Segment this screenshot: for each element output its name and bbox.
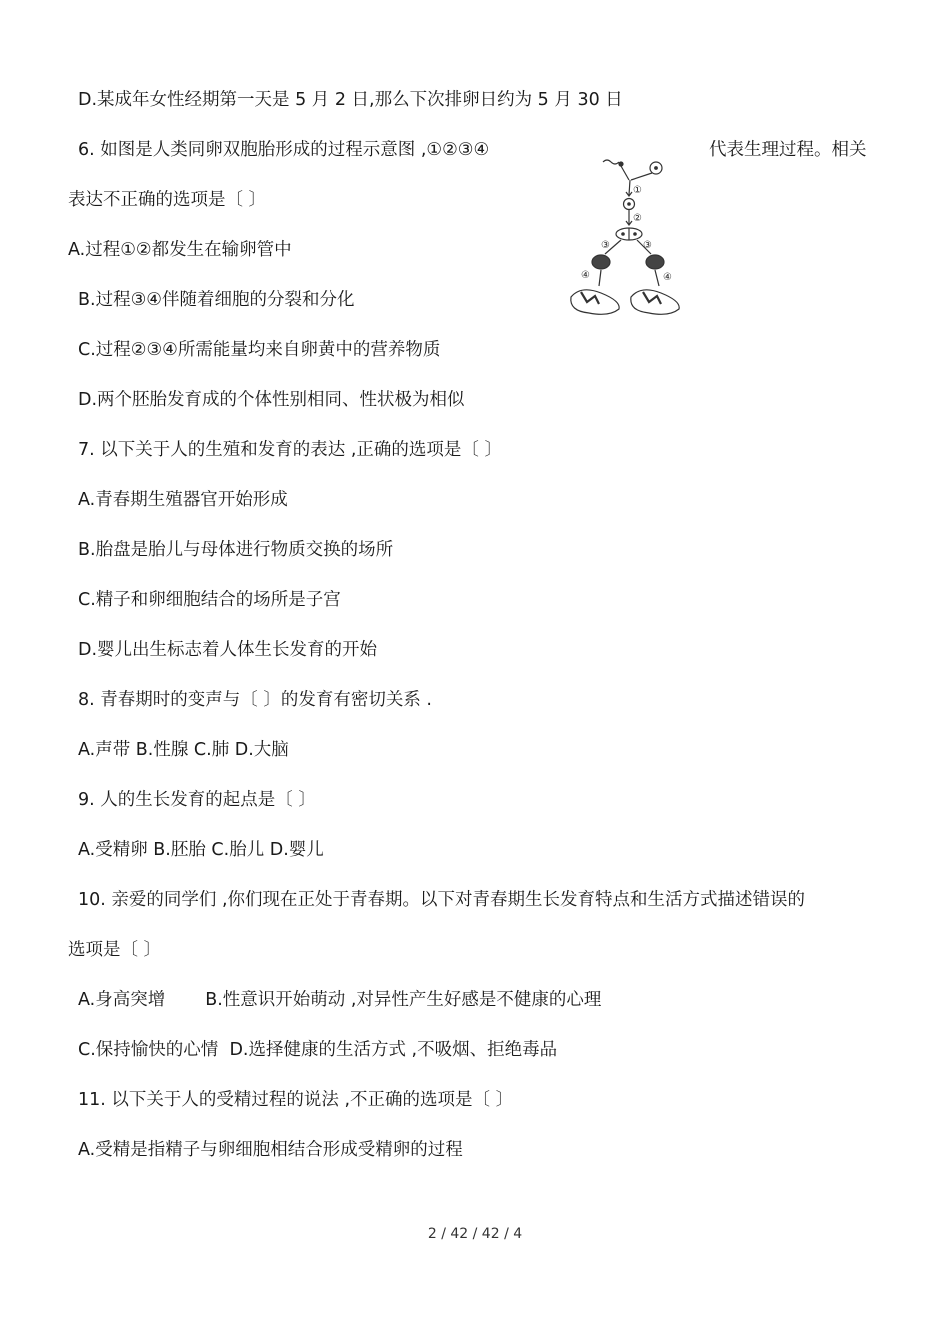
q6-stem: 6. 如图是人类同卵双胞胎形成的过程示意图 ,①②③④ xyxy=(78,140,490,160)
q11-stem: 11. 以下关于人的受精过程的说法 ,不正确的选项是〔 〕 xyxy=(78,1090,514,1110)
q10-option-b: B.性意识开始萌动 ,对异性产生好感是不健康的心理 xyxy=(205,990,602,1010)
q7-stem: 7. 以下关于人的生殖和发育的表达 ,正确的选项是〔 〕 xyxy=(78,440,502,460)
q10-option-c: C.保持愉快的心情 xyxy=(78,1040,219,1060)
q7-option-a: A.青春期生殖器官开始形成 xyxy=(78,490,288,510)
twin-formation-diagram xyxy=(563,152,693,320)
q7-option-b: B.胎盘是胎儿与母体进行物质交换的场所 xyxy=(78,540,394,560)
q6-option-b: B.过程③④伴随着细胞的分裂和分化 xyxy=(78,290,355,310)
figure-label-2: ② xyxy=(633,213,642,224)
q8-options: A.声带 B.性腺 C.肺 D.大脑 xyxy=(78,740,289,760)
q10-options-cd xyxy=(78,1038,557,1062)
q10-stem-cont: 选项是〔 〕 xyxy=(68,940,162,960)
q6-stem-tail: 代表生理过程。相关 xyxy=(709,140,867,160)
q9-options: A.受精卵 B.胚胎 C.胎儿 D.婴儿 xyxy=(78,840,324,860)
q10-options-ab xyxy=(78,988,601,1012)
page-footer: 2 / 42 / 42 / 4 xyxy=(427,1226,523,1242)
q6-stem-cont: 表达不正确的选项是〔 〕 xyxy=(68,190,267,210)
q10-stem: 10. 亲爱的同学们 ,你们现在正处于青春期。以下对青春期生长发育特点和生活方式描述错误的 xyxy=(78,890,806,910)
q9-stem: 9. 人的生长发育的起点是〔 〕 xyxy=(78,790,316,810)
figure-label-4a: ④ xyxy=(581,270,590,281)
figure-label-4b: ④ xyxy=(663,272,672,283)
q7-option-c: C.精子和卵细胞结合的场所是子宫 xyxy=(78,590,341,610)
q6-option-d: D.两个胚胎发育成的个体性别相同、性状极为相似 xyxy=(78,390,465,410)
figure-label-3b: ③ xyxy=(643,240,652,251)
q6-option-c: C.过程②③④所需能量均来自卵黄中的营养物质 xyxy=(78,340,441,360)
q11-option-a: A.受精是指精子与卵细胞相结合形成受精卵的过程 xyxy=(78,1140,463,1160)
q5-option-d: D.某成年女性经期第一天是 5 月 2 日,那么下次排卵日约为 5 月 30 日 xyxy=(78,90,623,110)
q10-option-a: A.身高突增 xyxy=(78,990,166,1010)
q7-option-d: D.婴儿出生标志着人体生长发育的开始 xyxy=(78,640,378,660)
q8-stem: 8. 青春期时的变声与〔 〕的发育有密切关系 . xyxy=(78,690,432,710)
q10-option-d: D.选择健康的生活方式 ,不吸烟、拒绝毒品 xyxy=(229,1040,558,1060)
figure-label-3a: ③ xyxy=(601,240,610,251)
q6-option-a: A.过程①②都发生在输卵管中 xyxy=(68,240,292,260)
figure-label-1: ① xyxy=(633,185,642,196)
